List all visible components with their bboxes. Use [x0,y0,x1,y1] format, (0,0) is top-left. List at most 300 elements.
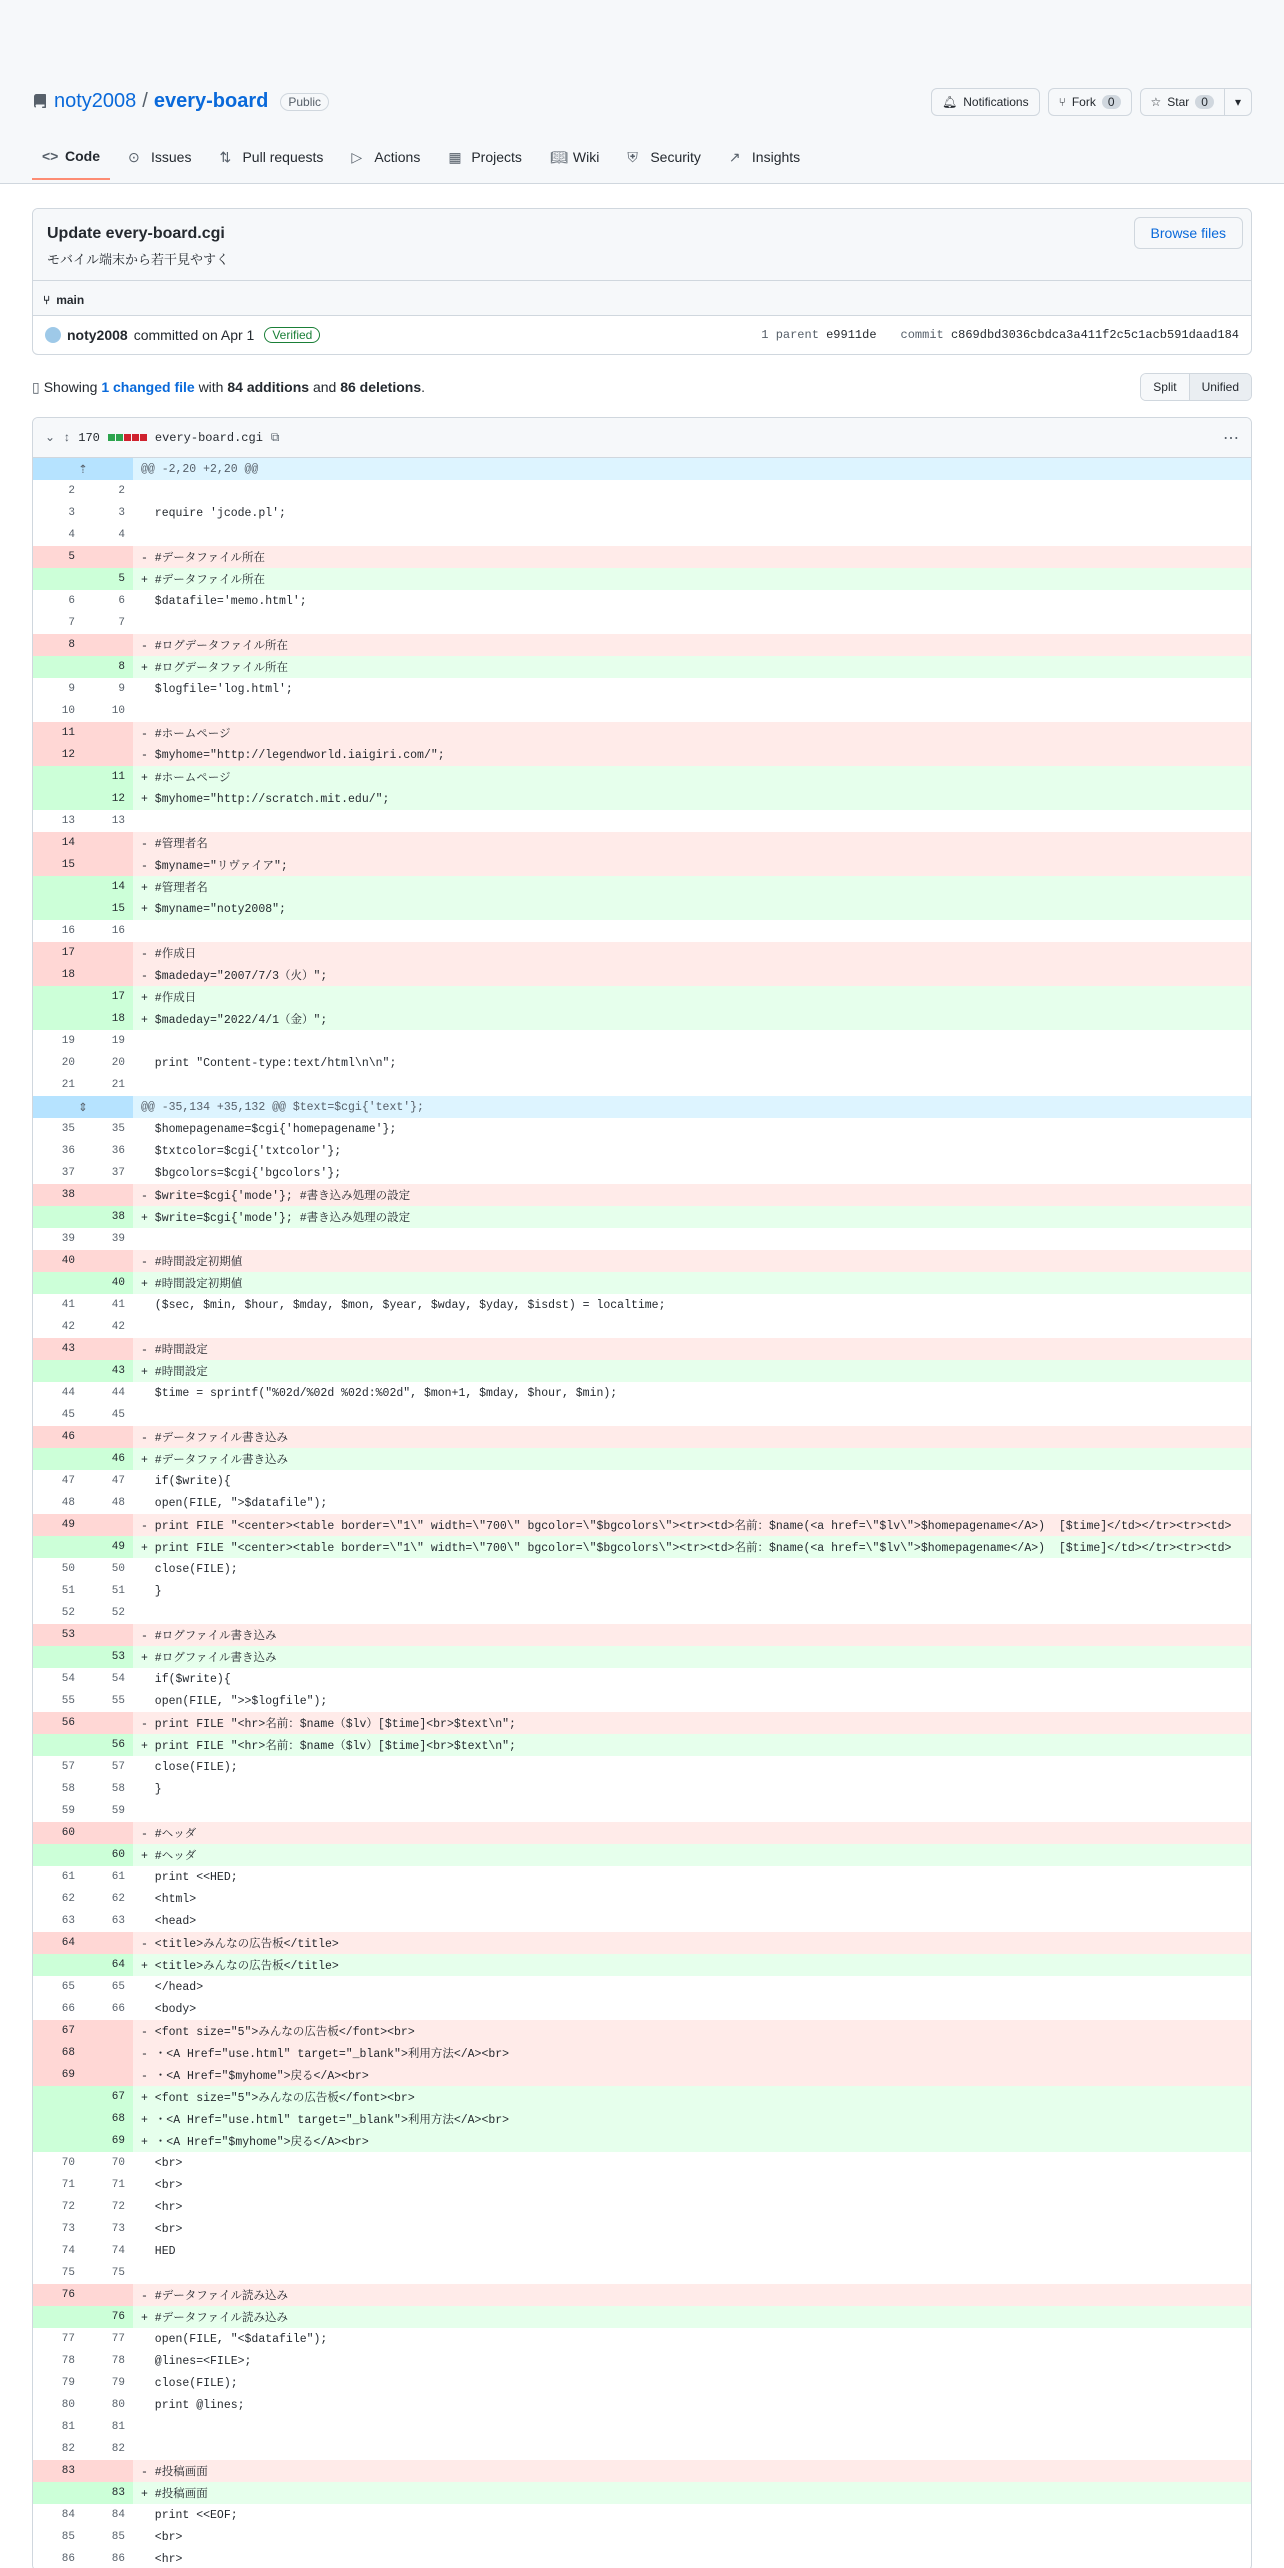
old-line-number[interactable]: 48 [33,1492,83,1514]
new-line-number[interactable]: 9 [83,678,133,700]
old-line-number[interactable]: 39 [33,1228,83,1250]
fork-button[interactable]: ⑂ Fork 0 [1048,88,1132,116]
star-count: 0 [1195,95,1214,109]
new-line-number[interactable]: 7 [83,612,133,634]
new-line-number[interactable] [83,2020,133,2042]
new-line-number[interactable]: 82 [83,2438,133,2460]
old-line-number[interactable]: 54 [33,1668,83,1690]
new-line-number[interactable]: 35 [83,1118,133,1140]
old-line-number[interactable]: 19 [33,1030,83,1052]
old-line-number[interactable] [33,1734,83,1756]
new-line-number[interactable]: 63 [83,1910,133,1932]
new-line-number[interactable]: 13 [83,810,133,832]
new-line-number[interactable]: 57 [83,1756,133,1778]
diff-row [33,1668,1251,1690]
code-line [133,2416,1251,2438]
old-line-number[interactable]: 38 [33,1184,83,1206]
expand-lines-icon[interactable]: ⇕ [33,1096,133,1118]
code-line: @lines=<FILE>; [141,2354,252,2368]
new-line-number[interactable]: 48 [83,1492,133,1514]
new-line-number[interactable]: 73 [83,2218,133,2240]
tab-security[interactable]: ⛨ Security [627,149,701,165]
old-line-number[interactable]: 64 [33,1932,83,1954]
old-line-number[interactable]: 81 [33,2416,83,2438]
old-line-number[interactable] [33,2306,83,2328]
code-line [133,1074,1251,1096]
old-line-number[interactable]: 57 [33,1756,83,1778]
new-line-number[interactable]: 44 [83,1382,133,1404]
new-line-number[interactable]: 37 [83,1162,133,1184]
tab-wiki[interactable]: 📖︎ Wiki [549,149,600,165]
new-line-number[interactable]: 85 [83,2526,133,2548]
code-line [133,524,1251,546]
copy-icon[interactable]: ⧉ [270,430,280,445]
code-line: $logfile='log.html'; [141,682,293,696]
old-line-number[interactable] [33,656,83,678]
repo-owner-link[interactable]: noty2008 [54,90,137,112]
diff-row [33,1690,1251,1712]
new-line-number[interactable]: 47 [83,1470,133,1492]
diff-row [33,2020,1251,2042]
diff-row [33,1954,1251,1976]
new-line-number[interactable]: 15 [83,898,133,920]
new-line-number[interactable]: 16 [83,920,133,942]
diff-row [33,766,1251,788]
chevron-down-icon[interactable]: ⌄ [45,431,56,445]
code-line: - #ログデータファイル所在 [133,634,1251,656]
tab-code[interactable]: <> Code [32,140,110,180]
old-line-number[interactable]: 40 [33,1250,83,1272]
old-line-number[interactable]: 58 [33,1778,83,1800]
new-line-number[interactable]: 81 [83,2416,133,2438]
tab-issues[interactable]: ⊙ Issues [128,149,192,165]
old-line-number[interactable] [33,788,83,810]
new-line-number[interactable]: 52 [83,1602,133,1624]
old-line-number[interactable] [33,1272,83,1294]
old-line-number[interactable]: 79 [33,2372,83,2394]
diff-row [33,1316,1251,1338]
parent-info: 1 parent e9911de [761,328,877,342]
old-line-number[interactable]: 45 [33,1404,83,1426]
old-line-number[interactable]: 51 [33,1580,83,1602]
diff-row [33,1910,1251,1932]
new-line-number[interactable]: 8 [83,656,133,678]
diff-row [33,612,1251,634]
new-line-number[interactable] [83,722,133,744]
old-line-number[interactable]: 76 [33,2284,83,2306]
kebab-menu-icon[interactable]: ⋯ [1223,429,1239,447]
tab-insights[interactable]: ↗ Insights [728,149,801,165]
diffstat-square [124,434,131,441]
old-line-number[interactable]: 85 [33,2526,83,2548]
new-line-number[interactable]: 58 [83,1778,133,1800]
old-line-number[interactable]: 46 [33,1426,83,1448]
new-line-number[interactable] [83,964,133,986]
notifications-button[interactable]: 🔔︎ Notifications [931,88,1040,116]
diff-row [33,480,1251,502]
code-line [133,920,1251,942]
code-line: <br> [141,2156,183,2170]
new-line-number[interactable]: 46 [83,1448,133,1470]
old-line-number[interactable] [33,876,83,898]
new-line-number[interactable]: 11 [83,766,133,788]
old-line-number[interactable]: 59 [33,1800,83,1822]
diff-row [33,1250,1251,1272]
verified-badge[interactable]: Verified [264,327,320,343]
code-line: - <title>みんなの広告板</title> [133,1932,1251,1954]
new-line-number[interactable]: 69 [83,2130,133,2152]
table-icon: ▦ [448,149,462,165]
old-line-number[interactable]: 71 [33,2174,83,2196]
new-line-number[interactable]: 86 [83,2548,133,2568]
new-line-number[interactable]: 2 [83,480,133,502]
new-line-number[interactable] [83,2460,133,2482]
old-line-number[interactable]: 42 [33,1316,83,1338]
code-line: require 'jcode.pl'; [141,506,286,520]
old-line-number[interactable]: 72 [33,2196,83,2218]
old-line-number[interactable] [33,2086,83,2108]
old-line-number[interactable]: 52 [33,1602,83,1624]
new-line-number[interactable] [83,854,133,876]
old-line-number[interactable]: 15 [33,854,83,876]
expand-lines-icon[interactable]: ⇡ [33,458,133,480]
old-line-number[interactable]: 35 [33,1118,83,1140]
new-line-number[interactable] [83,1184,133,1206]
new-line-number[interactable] [83,1822,133,1844]
old-line-number[interactable]: 75 [33,2262,83,2284]
old-line-number[interactable] [33,986,83,1008]
new-line-number[interactable]: 79 [83,2372,133,2394]
code-line: - $write=$cgi{'mode'}; #書き込み処理の設定 [133,1184,1251,1206]
commit-box [32,208,1252,355]
new-line-number[interactable]: 20 [83,1052,133,1074]
diff-row [33,2174,1251,2196]
tab-projects[interactable]: ▦ Projects [448,149,522,165]
code-line: - #時間設定 [133,1338,1251,1360]
old-line-number[interactable]: 9 [33,678,83,700]
diff-row [33,1338,1251,1360]
old-line-number[interactable]: 67 [33,2020,83,2042]
old-line-number[interactable]: 74 [33,2240,83,2262]
new-line-number[interactable] [83,1712,133,1734]
file-icon: ▯ [32,378,40,395]
old-line-number[interactable]: 5 [33,546,83,568]
old-line-number[interactable]: 3 [33,502,83,524]
new-line-number[interactable]: 60 [83,1844,133,1866]
new-line-number[interactable]: 42 [83,1316,133,1338]
new-line-number[interactable] [83,2284,133,2306]
new-line-number[interactable]: 71 [83,2174,133,2196]
code-line: close(FILE); [141,1760,238,1774]
diff-row [33,1272,1251,1294]
new-line-number[interactable]: 84 [83,2504,133,2526]
old-line-number[interactable]: 10 [33,700,83,722]
old-line-number[interactable] [33,2130,83,2152]
hunk-header: @@ -35,134 +35,132 @@ $text=$cgi{'text'}; [133,1096,1251,1118]
old-line-number[interactable]: 13 [33,810,83,832]
code-line: + #ログデータファイル所在 [133,656,1251,678]
new-line-number[interactable] [83,942,133,964]
old-line-number[interactable]: 61 [33,1866,83,1888]
diff-row [33,2152,1251,2174]
changed-files-link[interactable]: 1 changed file [101,379,195,395]
old-line-number[interactable]: 17 [33,942,83,964]
old-line-number[interactable]: 86 [33,2548,83,2568]
new-line-number[interactable]: 43 [83,1360,133,1382]
code-line: - #時間設定初期値 [133,1250,1251,1272]
old-line-number[interactable] [33,1646,83,1668]
old-line-number[interactable]: 18 [33,964,83,986]
old-line-number[interactable] [33,2482,83,2504]
old-line-number[interactable]: 78 [33,2350,83,2372]
old-line-number[interactable]: 43 [33,1338,83,1360]
old-line-number[interactable]: 68 [33,2042,83,2064]
old-line-number[interactable] [33,1360,83,1382]
code-line: + #データファイル読み込み [133,2306,1251,2328]
new-line-number[interactable]: 80 [83,2394,133,2416]
hunk-header-row [33,1096,1251,1118]
code-line: + #作成日 [133,986,1251,1008]
new-line-number[interactable] [83,546,133,568]
old-line-number[interactable]: 20 [33,1052,83,1074]
committed-date: committed on Apr 1 [133,327,255,343]
old-line-number[interactable]: 83 [33,2460,83,2482]
old-line-number[interactable]: 50 [33,1558,83,1580]
new-line-number[interactable]: 54 [83,1668,133,1690]
unified-button[interactable]: Unified [1189,374,1251,400]
old-line-number[interactable]: 60 [33,1822,83,1844]
old-line-number[interactable]: 77 [33,2328,83,2350]
new-line-number[interactable]: 51 [83,1580,133,1602]
old-line-number[interactable]: 82 [33,2438,83,2460]
code-line: print "Content-type:text/html\n\n"; [141,1056,397,1070]
new-line-number[interactable]: 65 [83,1976,133,1998]
split-button[interactable]: Split [1141,374,1188,400]
diff-row [33,1734,1251,1756]
tab-pull-requests[interactable]: ⇅ Pull requests [219,149,324,165]
code-line: - #データファイル書き込み [133,1426,1251,1448]
old-line-number[interactable]: 56 [33,1712,83,1734]
new-line-number[interactable]: 66 [83,1998,133,2020]
new-line-number[interactable]: 12 [83,788,133,810]
code-line: + $madeday="2022/4/1（金）"; [133,1008,1251,1030]
code-line: $homepagename=$cgi{'homepagename'}; [141,1122,397,1136]
code-line [133,810,1251,832]
new-line-number[interactable] [83,744,133,766]
star-dropdown-button[interactable] [1225,88,1252,116]
code-line: - #投稿画面 [133,2460,1251,2482]
new-line-number[interactable]: 41 [83,1294,133,1316]
code-line: + #ヘッダ [133,1844,1251,1866]
code-line: <hr> [141,2552,183,2566]
old-line-number[interactable]: 16 [33,920,83,942]
code-line: + ・<A Href="$myhome">戻る</A><br> [133,2130,1251,2152]
old-line-number[interactable]: 44 [33,1382,83,1404]
new-line-number[interactable]: 39 [83,1228,133,1250]
old-line-number[interactable]: 11 [33,722,83,744]
old-line-number[interactable] [33,568,83,590]
changes-count: 170 [78,430,100,445]
old-line-number[interactable]: 8 [33,634,83,656]
old-line-number[interactable]: 55 [33,1690,83,1712]
diff-row [33,1778,1251,1800]
old-line-number[interactable]: 41 [33,1294,83,1316]
new-line-number[interactable]: 49 [83,1536,133,1558]
new-line-number[interactable] [83,1338,133,1360]
new-line-number[interactable]: 36 [83,1140,133,1162]
code-line: + #データファイル所在 [133,568,1251,590]
old-line-number[interactable] [33,1536,83,1558]
diff-row [33,832,1251,854]
new-line-number[interactable]: 14 [83,876,133,898]
new-line-number[interactable] [83,1514,133,1536]
new-line-number[interactable]: 55 [83,1690,133,1712]
new-line-number[interactable] [83,1624,133,1646]
new-line-number[interactable]: 6 [83,590,133,612]
new-line-number[interactable]: 56 [83,1734,133,1756]
code-line: + print FILE "<hr>名前：$name（$lv）[$time]<br>$text\n"; [133,1734,1251,1756]
diff-row [33,2108,1251,2130]
code-line [133,612,1251,634]
new-line-number[interactable] [83,2042,133,2064]
new-line-number[interactable]: 76 [83,2306,133,2328]
new-line-number[interactable] [83,1250,133,1272]
old-line-number[interactable]: 84 [33,2504,83,2526]
old-line-number[interactable]: 6 [33,590,83,612]
new-line-number[interactable]: 67 [83,2086,133,2108]
new-line-number[interactable]: 5 [83,568,133,590]
new-line-number[interactable] [83,2064,133,2086]
old-line-number[interactable]: 36 [33,1140,83,1162]
repo-header [0,0,1284,184]
commit-sha: c869dbd3036cbdca3a411f2c5c1acb591daad184 [950,328,1239,342]
old-line-number[interactable]: 62 [33,1888,83,1910]
old-line-number[interactable] [33,898,83,920]
old-line-number[interactable] [33,766,83,788]
new-line-number[interactable] [83,634,133,656]
new-line-number[interactable]: 53 [83,1646,133,1668]
old-line-number[interactable] [33,1008,83,1030]
new-line-number[interactable]: 45 [83,1404,133,1426]
new-line-number[interactable]: 3 [83,502,133,524]
issue-icon: ⊙ [128,149,140,165]
diffstat-square [108,434,115,441]
diff-row [33,1888,1251,1910]
diff-row [33,1822,1251,1844]
old-line-number[interactable] [33,1206,83,1228]
repo-name-link[interactable]: every-board [153,90,269,112]
old-line-number[interactable]: 63 [33,1910,83,1932]
diff-row [33,744,1251,766]
new-line-number[interactable]: 4 [83,524,133,546]
old-line-number[interactable]: 47 [33,1470,83,1492]
new-line-number[interactable]: 10 [83,700,133,722]
old-line-number[interactable]: 14 [33,832,83,854]
new-line-number[interactable]: 83 [83,2482,133,2504]
old-line-number[interactable] [33,1954,83,1976]
old-line-number[interactable]: 4 [33,524,83,546]
old-line-number[interactable]: 49 [33,1514,83,1536]
code-line: $txtcolor=$cgi{'txtcolor'}; [141,1144,342,1158]
new-line-number[interactable]: 59 [83,1800,133,1822]
browse-files-button[interactable]: Browse files [1134,217,1243,249]
new-line-number[interactable]: 61 [83,1866,133,1888]
code-line: if($write){ [141,1672,231,1686]
old-line-number[interactable]: 7 [33,612,83,634]
new-line-number[interactable]: 40 [83,1272,133,1294]
diff-row [33,2438,1251,2460]
diff-row [33,1646,1251,1668]
old-line-number[interactable]: 73 [33,2218,83,2240]
new-line-number[interactable]: 77 [83,2328,133,2350]
new-line-number[interactable]: 68 [83,2108,133,2130]
old-line-number[interactable]: 53 [33,1624,83,1646]
diff-row [33,2328,1251,2350]
star-button[interactable]: ☆ Star 0 [1140,88,1225,116]
old-line-number[interactable]: 21 [33,1074,83,1096]
new-line-number[interactable]: 17 [83,986,133,1008]
diff-summary: ▯ Showing 1 changed file with 84 additions and 86 deletions . Split Unified [32,371,1252,403]
parent-sha-link[interactable]: e9911de [826,328,877,342]
code-line: + #時間設定初期値 [133,1272,1251,1294]
expand-all-icon[interactable]: ↕ [63,430,71,445]
old-line-number[interactable]: 69 [33,2064,83,2086]
old-line-number[interactable] [33,1448,83,1470]
old-line-number[interactable]: 66 [33,1998,83,2020]
new-line-number[interactable]: 19 [83,1030,133,1052]
new-line-number[interactable]: 64 [83,1954,133,1976]
new-line-number[interactable]: 70 [83,2152,133,2174]
new-line-number[interactable]: 74 [83,2240,133,2262]
new-line-number[interactable]: 72 [83,2196,133,2218]
diff-row [33,2240,1251,2262]
author-link[interactable]: noty2008 [67,327,128,343]
diff-row [33,1448,1251,1470]
new-line-number[interactable] [83,1426,133,1448]
new-line-number[interactable]: 62 [83,1888,133,1910]
new-line-number[interactable]: 78 [83,2350,133,2372]
new-line-number[interactable]: 38 [83,1206,133,1228]
commit-description: モバイル端末から若干見やすく [47,252,230,267]
code-line: + #投稿画面 [133,2482,1251,2504]
tab-actions[interactable]: ▷ Actions [351,149,421,165]
old-line-number[interactable]: 37 [33,1162,83,1184]
diff-row [33,2064,1251,2086]
diff-row [33,1998,1251,2020]
new-line-number[interactable]: 18 [83,1008,133,1030]
old-line-number[interactable]: 12 [33,744,83,766]
avatar[interactable] [45,327,61,343]
code-line: + #ログファイル書き込み [133,1646,1251,1668]
diff-row [33,502,1251,524]
code-line: - #ホームページ [133,722,1251,744]
file-name[interactable]: every-board.cgi [154,430,263,445]
old-line-number[interactable] [33,1844,83,1866]
diff-row [33,1382,1251,1404]
old-line-number[interactable]: 65 [33,1976,83,1998]
new-line-number[interactable]: 21 [83,1074,133,1096]
old-line-number[interactable] [33,2108,83,2130]
new-line-number[interactable]: 50 [83,1558,133,1580]
new-line-number[interactable] [83,1932,133,1954]
new-line-number[interactable]: 75 [83,2262,133,2284]
diff-row [33,568,1251,590]
old-line-number[interactable]: 80 [33,2394,83,2416]
old-line-number[interactable]: 70 [33,2152,83,2174]
old-line-number[interactable]: 2 [33,480,83,502]
new-line-number[interactable] [83,832,133,854]
diff-row [33,854,1251,876]
